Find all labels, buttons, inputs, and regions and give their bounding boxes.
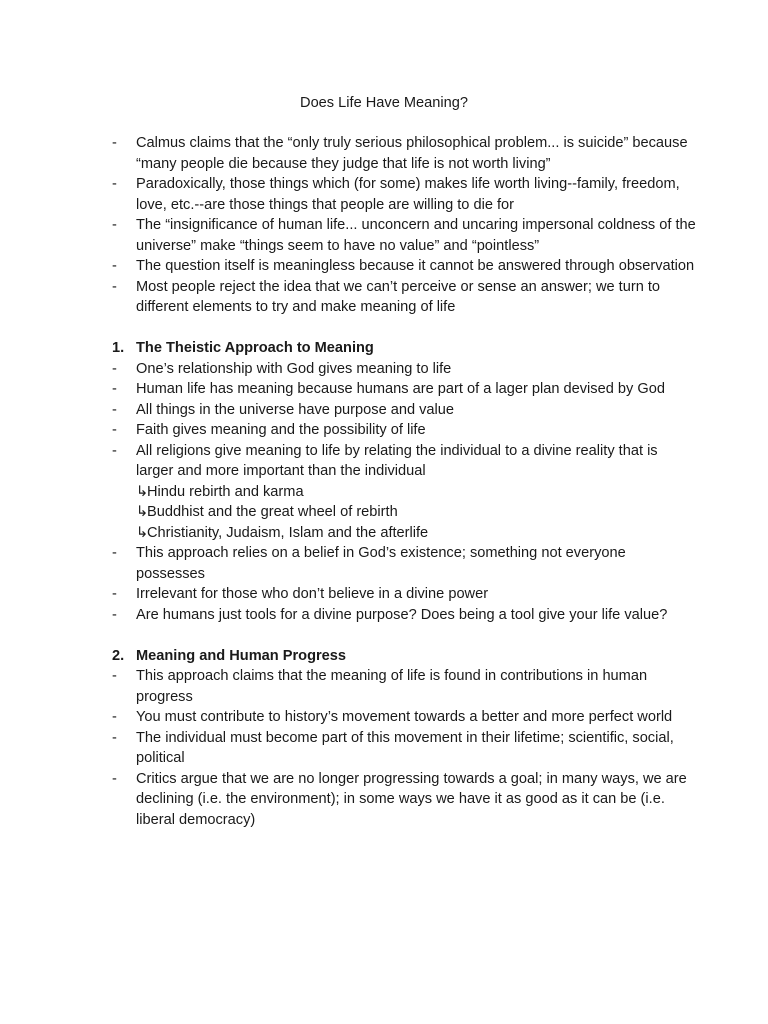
document-title: Does Life Have Meaning? [300,95,468,111]
list-item: - You must contribute to history’s movement towards a better and more perfect world [0,707,768,728]
sub-list-item [0,502,768,523]
list-item: - All religions give meaning to life by relating the individual to a divine reality that is larger and more important than the individual [0,441,768,482]
section1-list-continued [0,543,768,625]
list-item: - Are humans just tools for a divine purpose? Does being a tool give your life value? [0,605,768,626]
list-item: - One’s relationship with God gives meaning to life [0,359,768,380]
section-heading [0,646,768,667]
subitem-arrow-icon: ↳ [136,504,149,520]
list-item: - Faith gives meaning and the possibility of life [0,420,768,441]
sub-list-item-text: Christianity, Judaism, Islam and the afterlife [147,524,429,541]
section2-list [0,666,768,830]
section-heading-text: The Theistic Approach to Meaning [136,340,374,356]
sub-list-item [0,482,768,503]
sub-list-item-text: Hindu rebirth and karma [147,483,304,500]
list-item: - Calmus claims that the “only truly serious philosophical problem... is suicide” because “many people die because they judge that life is not worth living” [0,133,768,174]
section-number: 1. [112,340,125,356]
sub-list-item-text: Buddhist and the great wheel of rebirth [147,504,398,520]
intro-list [0,133,768,318]
subitem-arrow-icon: ↳ [136,483,149,500]
section-number: 2. [112,647,125,664]
list-item: - The individual must become part of this movement in their lifetime; scientific, social, political [0,728,768,769]
list-item: - This approach claims that the meaning of life is found in contributions in human progress [0,666,768,707]
list-item: - The question itself is meaningless because it cannot be answered through observation [0,256,768,277]
section-heading-text: Meaning and Human Progress [136,647,347,664]
list-item: - Critics argue that we are no longer progressing towards a goal; in many ways, we are declining (i.e. the environment); in some ways we have it as good as it can be (i.e. liberal democracy) [0,769,768,831]
document-body [0,133,768,830]
list-item: - Irrelevant for those who don’t believe in a divine power [0,584,768,605]
list-item: - This approach relies on a belief in God’s existence; something not everyone possesses [0,543,768,584]
subitem-arrow-icon: ↳ [136,524,149,541]
list-item: - Most people reject the idea that we can’t perceive or sense an answer; we turn to different elements to try and make meaning of life [0,277,768,318]
list-item: - Paradoxically, those things which (for some) makes life worth living--family, freedom, love, etc.--are those things that people are willing to die for [0,174,768,215]
list-item: - Human life has meaning because humans are part of a lager plan devised by God [0,379,768,400]
list-item: - All things in the universe have purpose and value [0,400,768,421]
section1-list [0,359,768,482]
list-item: - The “insignificance of human life... unconcern and uncaring impersonal coldness of the universe” make “things seem to have no value” and “pointless” [0,215,768,256]
section-heading [0,338,768,359]
sub-list-item [0,523,768,544]
